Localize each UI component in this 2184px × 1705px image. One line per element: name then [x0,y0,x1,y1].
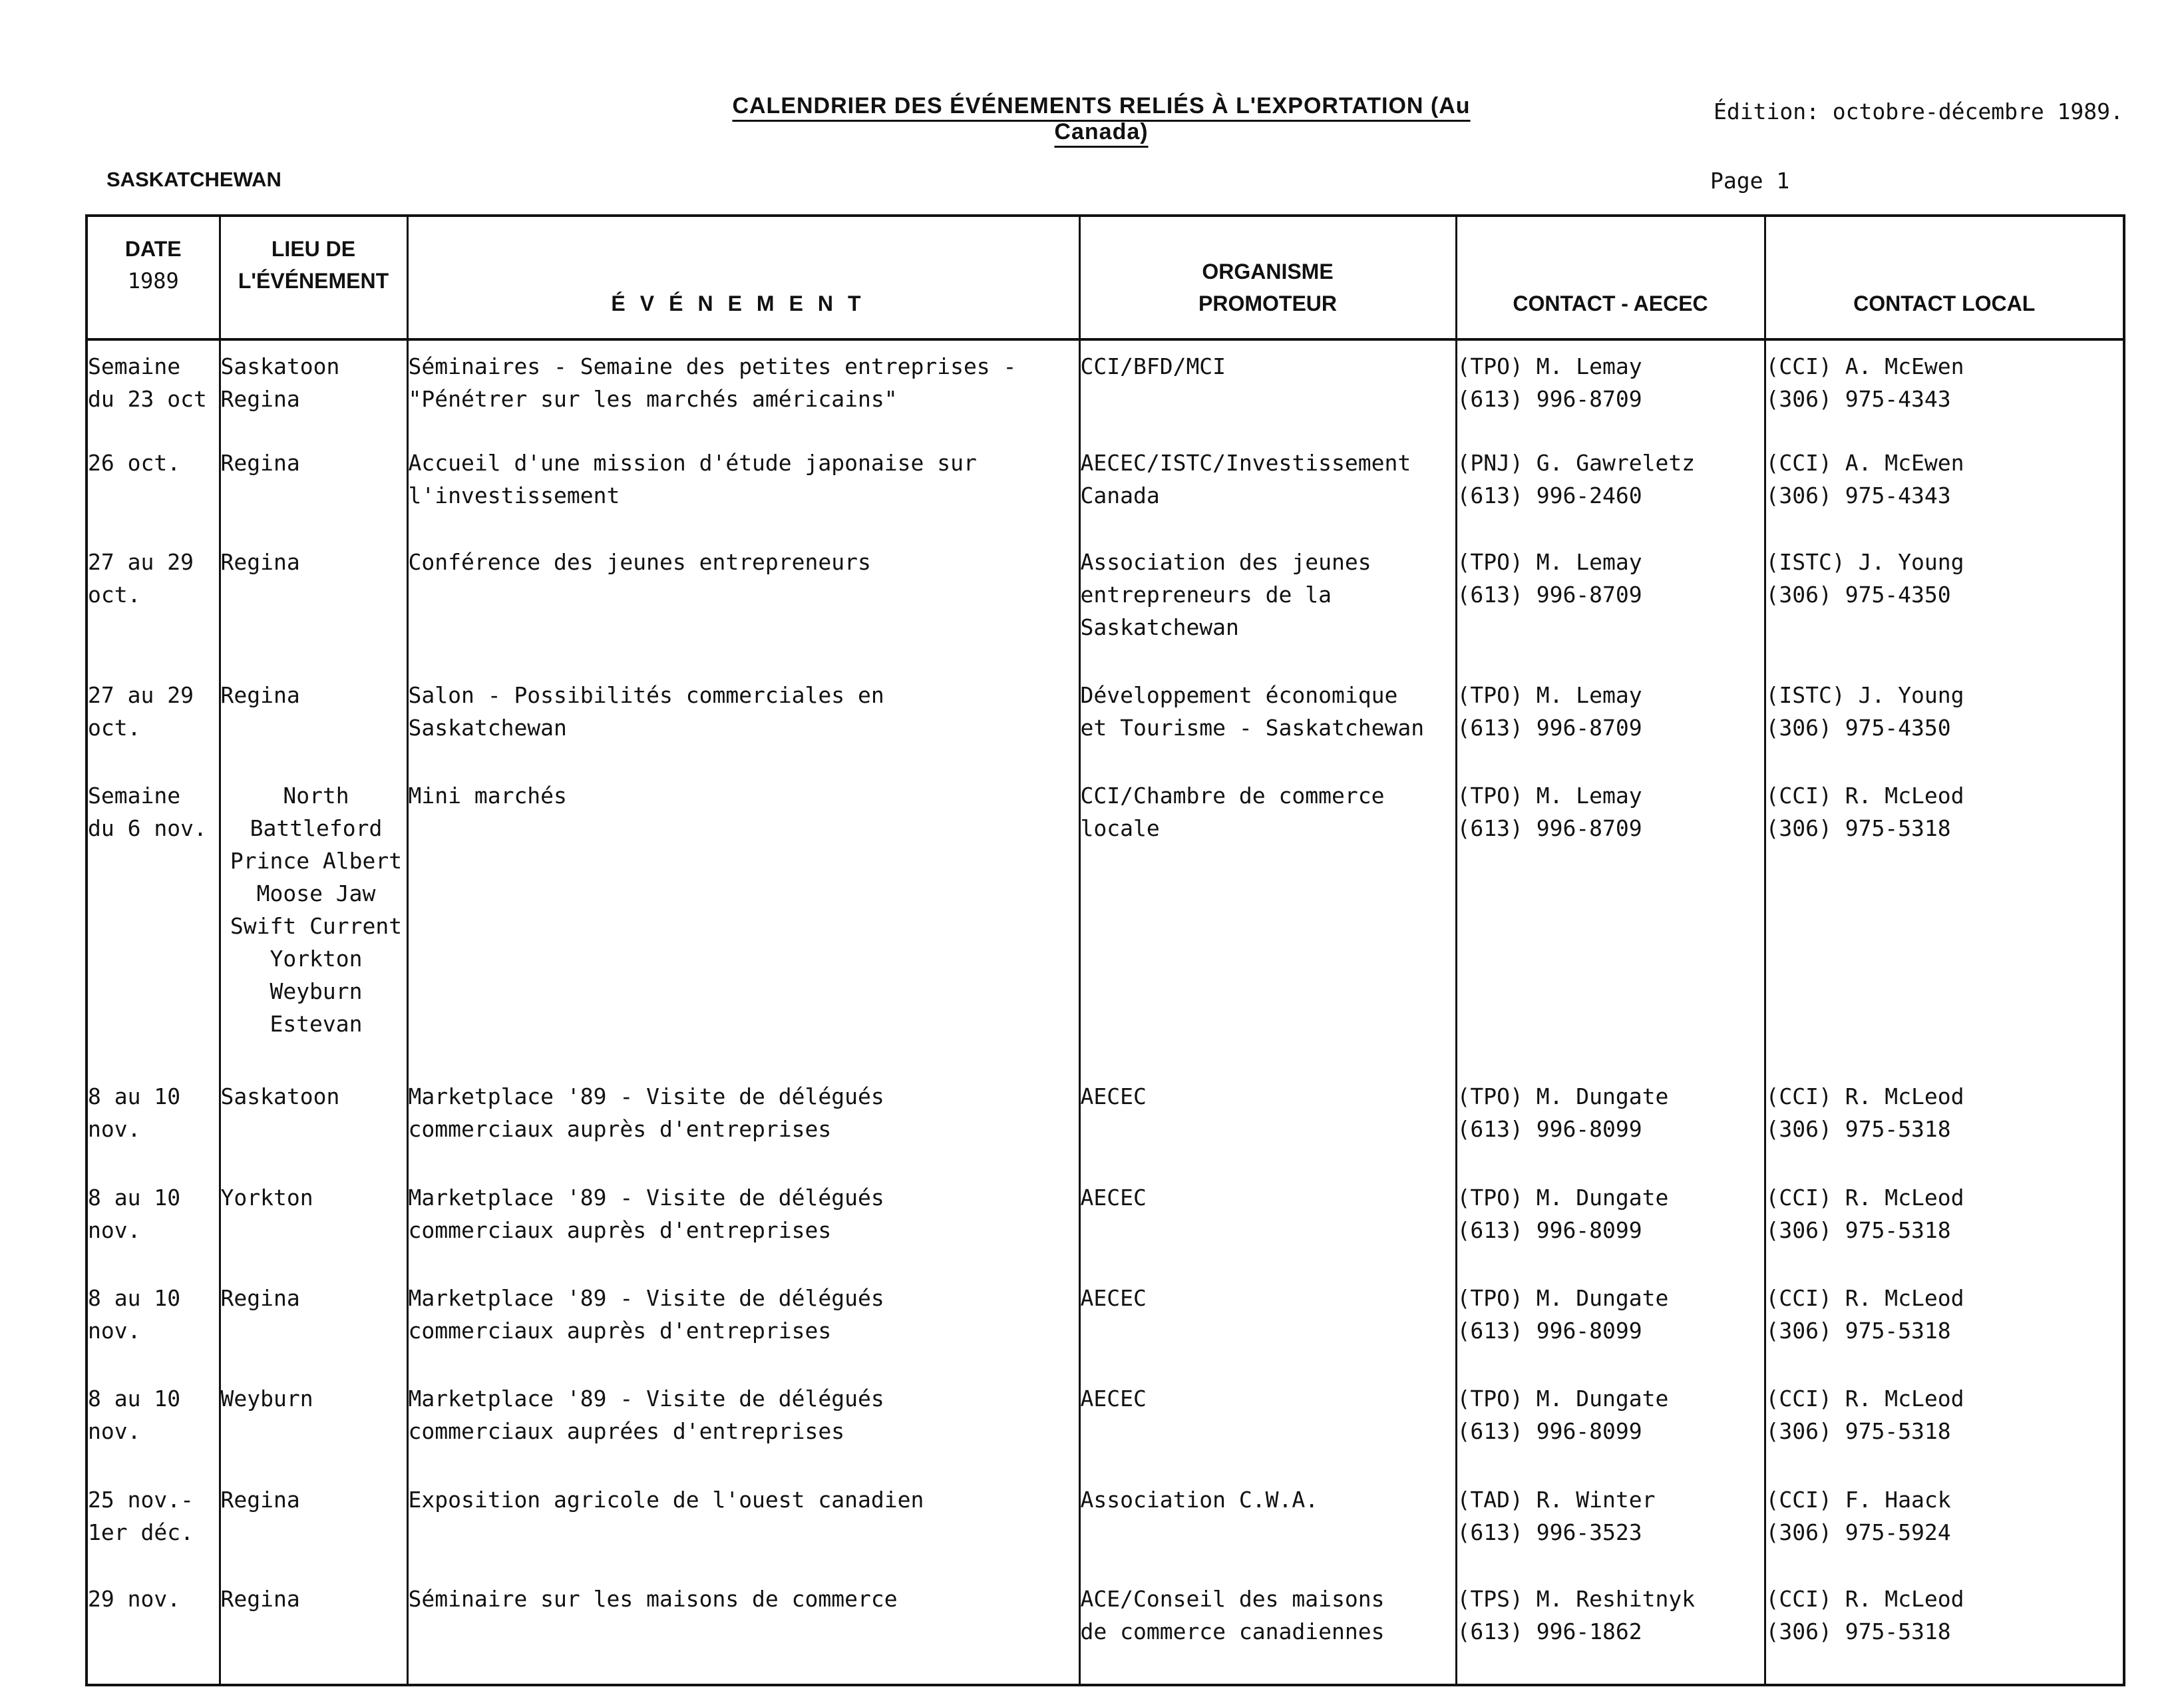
header-lieu-line1: LIEU DE [271,237,356,261]
cell-organisme-line: AECEC [1080,1083,1147,1110]
cell-lieu-line: Swift Current [230,913,403,940]
table-row [87,1474,2124,1573]
cell-lieu-line: North [283,783,349,809]
cell-contact-aecec-line: (TPO) M. Lemay [1457,783,1642,809]
cell-organisme-line: AECEC [1080,1386,1147,1412]
cell-contact-aecec-line: (TPO) M. Dungate [1457,1284,1669,1311]
cell-contact-aecec-line: (613) 996-1862 [1457,1618,1642,1644]
cell-evenement-line: commerciaux auprès d'entreprises [408,1116,832,1143]
cell-lieu-line: Yorkton [220,1184,313,1211]
cell-contact-local [1765,669,2124,770]
cell-date [87,1373,220,1473]
cell-organisme [1079,1172,1456,1272]
table-header-row [87,216,2124,339]
table-row [87,669,2124,770]
cell-evenement-line: commerciaux auprès d'entreprises [408,1217,832,1243]
cell-lieu [220,1172,407,1272]
cell-evenement [407,1071,1079,1171]
cell-contact-aecec-line: (613) 996-2460 [1457,482,1642,509]
cell-organisme-line: Association C.W.A. [1080,1486,1319,1513]
cell-contact-local-line: (CCI) F. Haack [1765,1486,1951,1513]
table-row [87,1071,2124,1171]
cell-contact-aecec-line: (TPO) M. Lemay [1457,682,1642,709]
cell-lieu-line: Moose Jaw [256,880,376,907]
cell-lieu [220,437,407,536]
cell-lieu [220,339,407,437]
cell-evenement-line: l'investissement [408,482,620,509]
cell-evenement-line: Salon - Possibilités commerciales en [408,682,884,709]
column-header-evenement: ÉVÉNEMENT [407,216,1079,339]
cell-date-line: Semaine [88,353,181,379]
cell-date [87,536,220,669]
cell-evenement [407,1272,1079,1373]
header-organisme-line1: ORGANISME [1202,260,1334,284]
region-label: SASKATCHEWAN [106,168,281,191]
cell-contact-aecec-line: (613) 996-8709 [1457,815,1642,842]
cell-date-line: 8 au 10 [88,1386,181,1412]
cell-date [87,437,220,536]
cell-contact-aecec-line: (613) 996-8099 [1457,1217,1642,1243]
cell-lieu [220,536,407,669]
cell-contact-aecec [1456,1071,1765,1171]
cell-contact-aecec [1456,339,1765,437]
cell-lieu [220,1573,407,1685]
cell-date-line: du 23 oct [88,386,207,412]
cell-contact-local-line: (306) 975-4350 [1765,582,1951,608]
cell-contact-aecec-line: (613) 996-8709 [1457,582,1642,608]
cell-date-line: nov. [88,1116,141,1143]
cell-lieu-line: Weyburn [220,1386,313,1412]
cell-lieu-line: Prince Albert [230,848,403,874]
cell-contact-local-line: (306) 975-5318 [1765,1618,1951,1644]
cell-date-line: du 6 nov. [88,815,207,842]
cell-contact-local [1765,1272,2124,1373]
cell-date-line: 1er déc. [88,1519,194,1545]
cell-contact-aecec-line: (TPO) M. Dungate [1457,1386,1669,1412]
cell-lieu-line: Weyburn [270,978,363,1005]
cell-date-line: Semaine [88,783,181,809]
cell-date-line: nov. [88,1317,141,1344]
table-row [87,770,2124,1071]
cell-contact-local [1765,770,2124,1071]
cell-organisme-line: Développement économique [1080,682,1398,709]
cell-evenement [407,437,1079,536]
cell-contact-aecec-line: (TPS) M. Reshitnyk [1457,1585,1696,1612]
cell-date [87,1573,220,1685]
cell-contact-local [1765,1373,2124,1473]
table-row [87,437,2124,536]
cell-evenement-line: Exposition agricole de l'ouest canadien [408,1486,924,1513]
cell-contact-local-line: (ISTC) J. Young [1765,549,1964,576]
cell-date-line: oct. [88,715,141,741]
cell-contact-aecec-line: (613) 996-8099 [1457,1317,1642,1344]
cell-contact-aecec-line: (TPO) M. Lemay [1457,549,1642,576]
cell-contact-local [1765,1573,2124,1685]
cell-contact-local-line: (306) 975-5318 [1765,1317,1951,1344]
cell-organisme [1079,339,1456,437]
cell-lieu-line: Regina [220,1585,300,1612]
column-header-lieu [220,216,407,339]
cell-organisme-line: et Tourisme - Saskatchewan [1080,715,1425,741]
cell-evenement-line: commerciaux auprès d'entreprises [408,1317,832,1344]
column-header-date [87,216,220,339]
cell-lieu-line: Regina [220,682,300,709]
cell-date [87,1272,220,1373]
cell-date-line: oct. [88,582,141,608]
cell-evenement-line: Marketplace '89 - Visite de délégués [408,1083,884,1110]
cell-evenement [407,770,1079,1071]
cell-lieu-line: Saskatoon [220,353,340,379]
cell-contact-local-line: (CCI) R. McLeod [1765,1386,1964,1412]
cell-organisme [1079,770,1456,1071]
cell-date [87,770,220,1071]
cell-contact-aecec [1456,669,1765,770]
table-row [87,1373,2124,1473]
cell-lieu-line: Regina [220,386,300,412]
cell-evenement [407,1172,1079,1272]
column-header-contact-aecec: CONTACT - AECEC [1456,216,1765,339]
header-date-year: 1989 [127,268,179,293]
cell-lieu [220,1071,407,1171]
cell-lieu [220,1474,407,1573]
cell-evenement-line: Séminaires - Semaine des petites entreprises - [408,353,1017,379]
cell-contact-aecec-line: (613) 996-8099 [1457,1418,1642,1445]
cell-contact-aecec [1456,1172,1765,1272]
cell-evenement-line: Saskatchewan [408,715,567,741]
cell-lieu-line: Regina [220,549,300,576]
header-date-label: DATE [124,237,182,261]
cell-contact-local [1765,339,2124,437]
cell-organisme-line: locale [1080,815,1160,842]
cell-evenement [407,1573,1079,1685]
cell-date-line: 25 nov.- [88,1486,194,1513]
cell-contact-local-line: (CCI) R. McLeod [1765,1184,1964,1211]
cell-contact-aecec-line: (613) 996-8099 [1457,1116,1642,1143]
cell-contact-local [1765,536,2124,669]
cell-contact-aecec [1456,1573,1765,1685]
cell-date [87,339,220,437]
cell-evenement-line: Marketplace '89 - Visite de délégués [408,1284,884,1311]
cell-date-line: 27 au 29 [88,682,194,709]
cell-date-line: 26 oct. [88,450,181,476]
cell-date [87,1172,220,1272]
cell-organisme-line: ACE/Conseil des maisons [1080,1585,1385,1612]
cell-evenement [407,1474,1079,1573]
cell-organisme [1079,1272,1456,1373]
cell-organisme-line: CCI/Chambre de commerce [1080,783,1385,809]
cell-contact-local [1765,1474,2124,1573]
cell-date-line: 8 au 10 [88,1083,181,1110]
cell-contact-local-line: (CCI) A. McEwen [1765,353,1964,379]
cell-evenement-line: Mini marchés [408,783,567,809]
cell-date [87,1071,220,1171]
cell-date-line: nov. [88,1217,141,1243]
cell-contact-local-line: (ISTC) J. Young [1765,682,1964,709]
cell-lieu-line: Regina [220,1486,300,1513]
cell-date [87,669,220,770]
cell-contact-aecec-line: (613) 996-8709 [1457,386,1642,412]
cell-date-line: 29 nov. [88,1585,181,1612]
cell-contact-local-line: (306) 975-5318 [1765,815,1951,842]
cell-contact-local-line: (CCI) A. McEwen [1765,450,1964,476]
cell-organisme [1079,1573,1456,1685]
cell-contact-aecec-line: (TAD) R. Winter [1457,1486,1656,1513]
cell-evenement [407,1373,1079,1473]
table-row [87,1172,2124,1272]
cell-contact-local [1765,437,2124,536]
cell-evenement-line: Marketplace '89 - Visite de délégués [408,1184,884,1211]
cell-lieu [220,669,407,770]
cell-organisme [1079,437,1456,536]
cell-evenement-line: "Pénétrer sur les marchés américains" [408,386,898,412]
page-number: Page 1 [1710,168,1790,194]
cell-contact-aecec [1456,1272,1765,1373]
cell-contact-local-line: (306) 975-4343 [1765,482,1951,509]
cell-contact-aecec-line: (TPO) M. Dungate [1457,1184,1669,1211]
cell-date [87,1474,220,1573]
cell-lieu [220,770,407,1071]
cell-evenement [407,536,1079,669]
cell-contact-aecec-line: (613) 996-8709 [1457,715,1642,741]
cell-contact-local-line: (CCI) R. McLeod [1765,783,1964,809]
document-title: CALENDRIER DES ÉVÉNEMENTS RELIÉS À L'EXPORTATION (Au Canada) [732,93,1471,144]
cell-date-line: 8 au 10 [88,1184,181,1211]
edition-label: Édition: octobre-décembre 1989. [1714,98,2123,124]
cell-organisme [1079,1373,1456,1473]
cell-contact-local-line: (CCI) R. McLeod [1765,1284,1964,1311]
table-row [87,339,2124,437]
cell-organisme [1079,1474,1456,1573]
cell-contact-local-line: (306) 975-5318 [1765,1116,1951,1143]
events-table-body [87,339,2124,1685]
cell-contact-local-line: (CCI) R. McLeod [1765,1585,1964,1612]
cell-organisme-line: Canada [1080,482,1160,509]
cell-evenement [407,339,1079,437]
cell-lieu [220,1272,407,1373]
events-table [85,214,2125,1686]
cell-organisme [1079,536,1456,669]
cell-organisme-line: AECEC/ISTC/Investissement [1080,450,1411,476]
cell-lieu-line: Regina [220,450,300,476]
cell-contact-local-line: (306) 975-5924 [1765,1519,1951,1545]
column-header-organisme [1079,216,1456,339]
cell-evenement-line: commerciaux auprées d'entreprises [408,1418,845,1445]
table-row [87,536,2124,669]
cell-date-line: 27 au 29 [88,549,194,576]
column-header-contact-local: CONTACT LOCAL [1765,216,2124,339]
cell-organisme-line: Saskatchewan [1080,614,1239,641]
cell-lieu-line: Saskatoon [220,1083,340,1110]
cell-contact-aecec [1456,1474,1765,1573]
cell-contact-local-line: (306) 975-4343 [1765,386,1951,412]
cell-organisme [1079,669,1456,770]
cell-contact-aecec-line: (TPO) M. Dungate [1457,1083,1669,1110]
cell-organisme-line: CCI/BFD/MCI [1080,353,1226,379]
cell-organisme-line: AECEC [1080,1284,1147,1311]
cell-lieu-line: Yorkton [270,946,363,972]
cell-lieu-line: Estevan [270,1011,363,1038]
cell-organisme [1079,1071,1456,1171]
cell-evenement [407,669,1079,770]
cell-evenement-line: Conférence des jeunes entrepreneurs [408,549,871,576]
cell-organisme-line: Association des jeunes [1080,549,1371,576]
table-row [87,1272,2124,1373]
cell-lieu-line: Battleford [250,815,383,842]
header-organisme-line2: PROMOTEUR [1198,291,1337,315]
cell-contact-aecec [1456,437,1765,536]
cell-evenement-line: Accueil d'une mission d'étude japonaise sur [408,450,977,476]
cell-contact-aecec-line: (TPO) M. Lemay [1457,353,1642,379]
cell-contact-aecec [1456,1373,1765,1473]
cell-date-line: nov. [88,1418,141,1445]
cell-contact-local-line: (306) 975-5318 [1765,1418,1951,1445]
header-lieu-line2: L'ÉVÉNEMENT [238,269,389,293]
cell-contact-local-line: (306) 975-5318 [1765,1217,1951,1243]
cell-organisme-line: AECEC [1080,1184,1147,1211]
cell-lieu-line: Regina [220,1284,300,1311]
cell-evenement-line: Marketplace '89 - Visite de délégués [408,1386,884,1412]
cell-contact-local-line: (306) 975-4350 [1765,715,1951,741]
cell-contact-aecec [1456,770,1765,1071]
cell-organisme-line: de commerce canadiennes [1080,1618,1385,1644]
cell-contact-aecec [1456,536,1765,669]
cell-date-line: 8 au 10 [88,1284,181,1311]
cell-lieu [220,1373,407,1473]
cell-contact-aecec-line: (613) 996-3523 [1457,1519,1642,1545]
cell-contact-local [1765,1071,2124,1171]
cell-contact-local-line: (CCI) R. McLeod [1765,1083,1964,1110]
cell-evenement-line: Séminaire sur les maisons de commerce [408,1585,898,1612]
cell-contact-aecec-line: (PNJ) G. Gawreletz [1457,450,1696,476]
cell-contact-local [1765,1172,2124,1272]
cell-organisme-line: entrepreneurs de la [1080,582,1332,608]
table-row [87,1573,2124,1685]
